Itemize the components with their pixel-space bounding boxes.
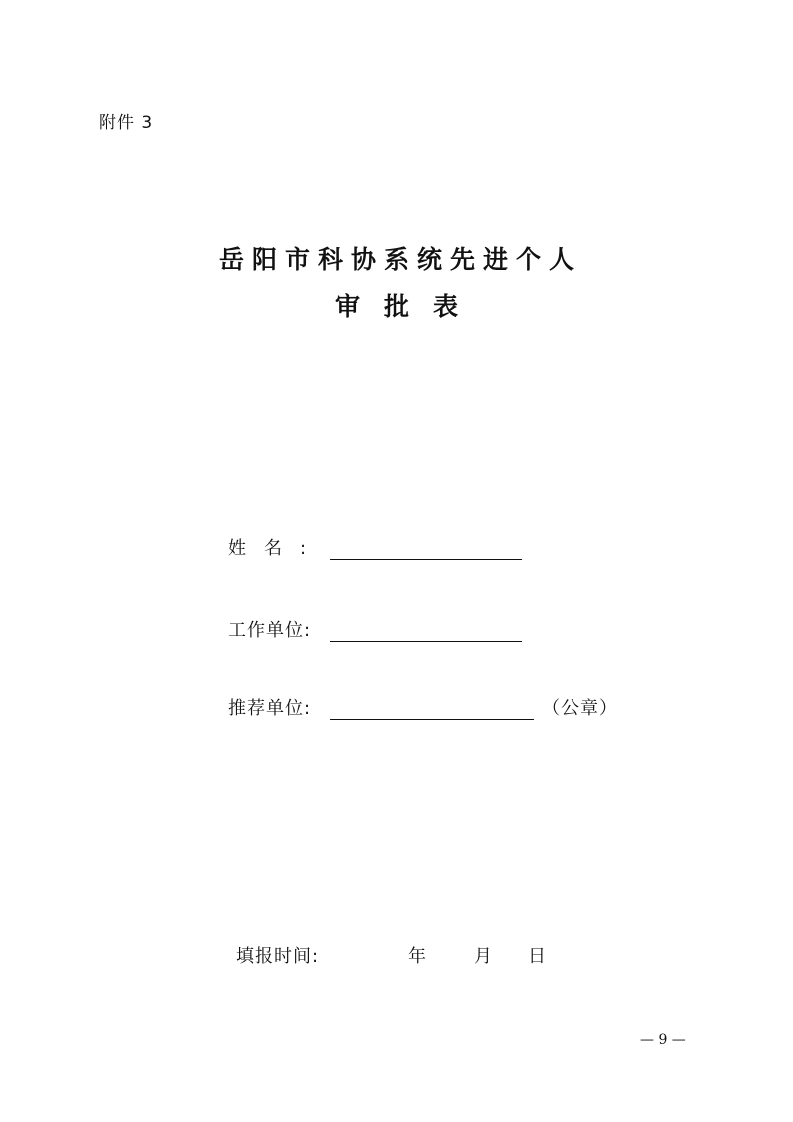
recommend-unit-field: [228, 690, 618, 720]
name-input-line[interactable]: [330, 537, 522, 560]
work-unit-field: [228, 612, 522, 642]
name-label: 姓名:: [228, 538, 325, 559]
document-subtitle: 审批表: [334, 292, 482, 321]
page-number: — 9 —: [640, 1032, 686, 1048]
attachment-label: 附件 3: [99, 113, 154, 133]
recommend-unit-input-line[interactable]: [330, 697, 534, 720]
month-label: 月: [474, 946, 492, 967]
name-field: [228, 530, 522, 560]
official-seal-note: （公章）: [542, 698, 618, 719]
work-unit-label: 工作单位:: [228, 620, 312, 641]
work-unit-input-line[interactable]: [330, 619, 522, 642]
recommend-unit-label: 推荐单位:: [228, 698, 312, 719]
year-label: 年: [408, 946, 426, 967]
fill-date-row: [236, 942, 546, 968]
document-title: 岳阳市科协系统先进个人: [218, 245, 582, 274]
day-label: 日: [528, 946, 546, 967]
fill-date-label: 填报时间:: [236, 946, 320, 967]
